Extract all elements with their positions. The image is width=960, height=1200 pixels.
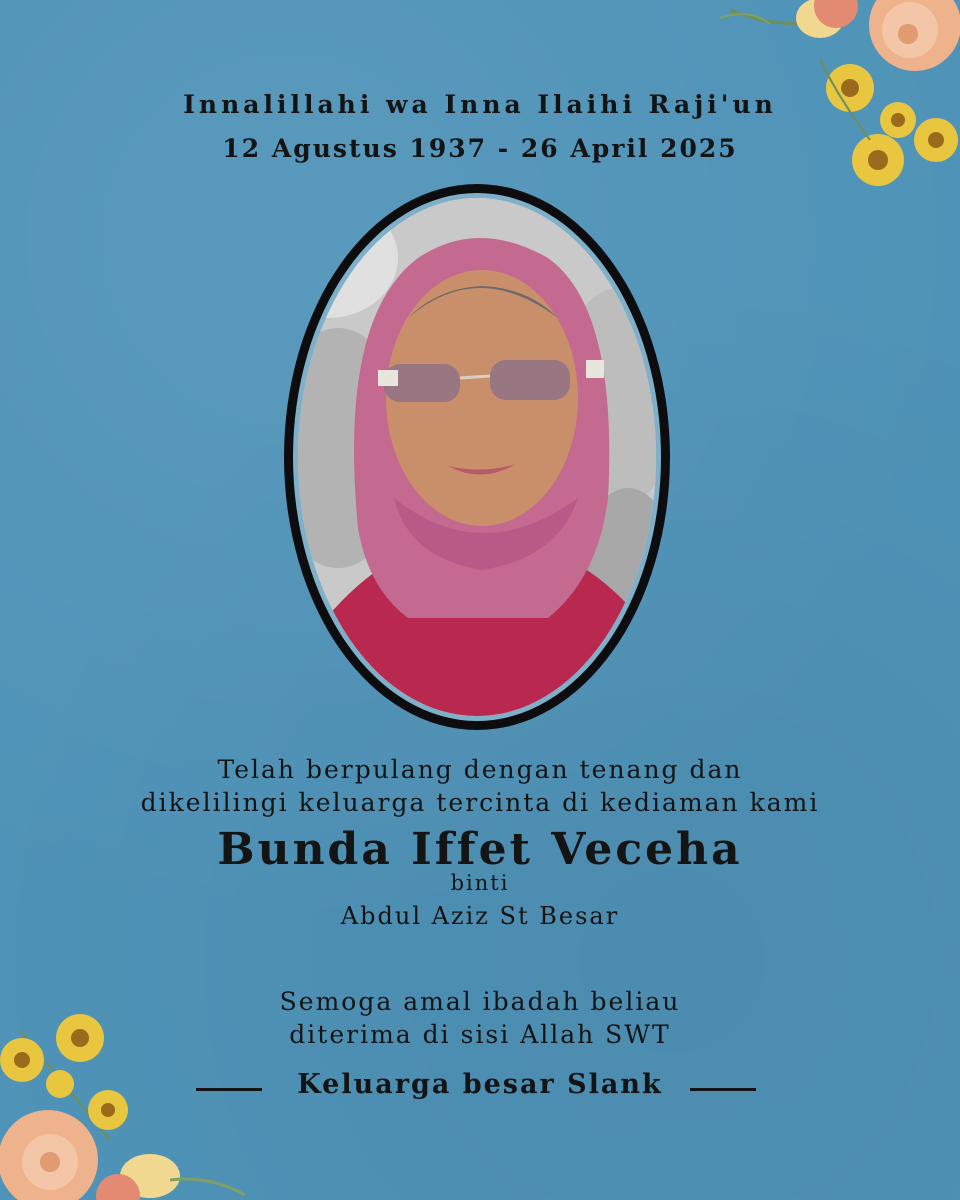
life-dates: 12 Agustus 1937 - 26 April 2025	[222, 134, 738, 163]
announcement-line-1: Telah berpulang dengan tenang dan	[217, 755, 743, 784]
signature-dash-right	[690, 1088, 756, 1091]
deceased-name: Bunda Iffet Veceha	[217, 824, 743, 875]
prayer-line-1: Semoga amal ibadah beliau	[279, 987, 681, 1016]
family-signature: Keluarga besar Slank	[297, 1069, 663, 1100]
portrait-photo	[298, 198, 656, 716]
father-name: Abdul Aziz St Besar	[340, 902, 620, 930]
prayer-line-2: diterima di sisi Allah SWT	[289, 1020, 671, 1049]
portrait-illustration	[298, 198, 656, 716]
invocation-heading: Innalillahi wa Inna Ilaihi Raji'un	[183, 90, 777, 119]
announcement-line-2: dikelilingi keluarga tercinta di kediaman kami	[140, 788, 820, 817]
relation-label: binti	[450, 871, 510, 895]
